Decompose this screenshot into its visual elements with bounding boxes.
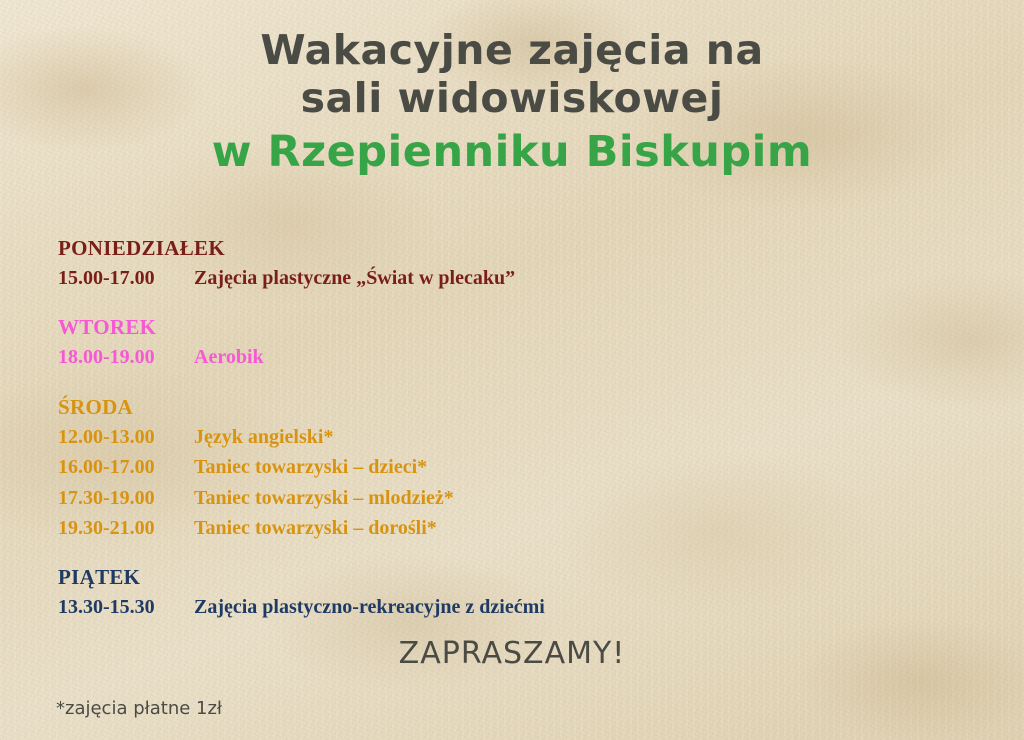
day-group-wednesday [58,395,838,544]
day-name-monday: PONIEDZIAŁEK [58,236,225,260]
schedule-entry [58,513,838,543]
entry-description: Taniec towarzyski – dzieci* [194,456,428,479]
day-group-monday [58,236,838,293]
entry-time: 16.00-17.00 [58,456,155,479]
footnote-payment: *zajęcia płatne 1zł [56,698,223,719]
day-group-tuesday [58,315,838,372]
entry-time: 15.00-17.00 [58,267,155,289]
schedule-entry [58,342,838,372]
entry-time: 19.30-21.00 [58,516,155,539]
entry-time: 13.30-15.30 [58,596,155,619]
schedule-entry [58,592,838,622]
schedule-entry [58,422,838,452]
entry-description: Zajęcia plastyczne „Świat w plecaku” [194,267,516,289]
title-line-2: sali widowiskowej [300,74,724,123]
entry-description: Język angielski* [194,425,334,448]
schedule-entry [58,452,838,482]
poster-title [0,26,1024,177]
day-name-wednesday: ŚRODA [58,394,134,419]
title-line-1: Wakacyjne zajęcia na [260,26,764,74]
day-group-friday [58,565,838,622]
entry-time: 17.30-19.00 [58,486,155,509]
day-name-tuesday: WTOREK [58,315,157,340]
title-line-3: w Rzepienniku Biskupim [211,126,813,177]
schedule-entry [58,263,838,293]
closing-invitation: ZAPRASZAMY! [398,636,626,671]
entry-description: Aerobik [194,346,264,369]
schedule-list [58,236,838,645]
entry-time: 12.00-13.00 [58,425,155,448]
entry-description: Zajęcia plastyczno-rekreacyjne z dziećmi [194,596,545,619]
entry-time: 18.00-19.00 [58,346,155,369]
entry-description: Taniec towarzyski – dorośli* [194,516,437,539]
day-name-friday: PIĄTEK [58,565,141,590]
schedule-entry [58,483,838,513]
entry-description: Taniec towarzyski – mlodzież* [194,486,454,509]
